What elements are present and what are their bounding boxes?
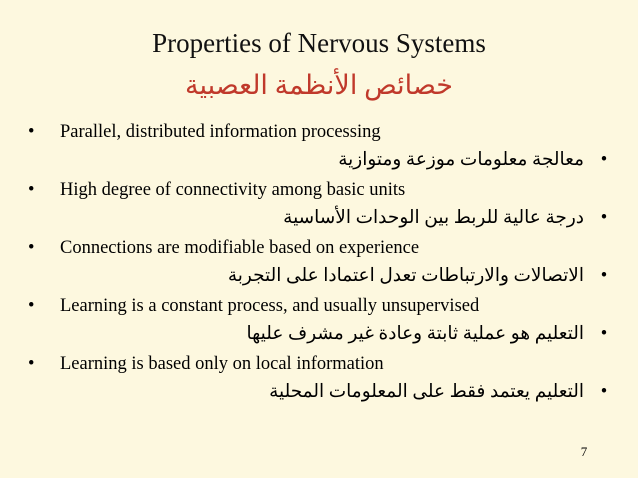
bullet-dot-icon: •: [28, 122, 35, 142]
bullet-item-3: [0, 234, 638, 292]
slide-title-arabic: خصائص الأنظمة العصبية: [184, 70, 453, 100]
bullet-arabic-line: [52, 204, 612, 232]
bullet-dot-icon: •: [600, 382, 608, 402]
bullet-arabic-line: [52, 146, 612, 174]
bullet-item-2: [0, 176, 638, 234]
bullet-english-text: High degree of connectivity among basic units: [60, 180, 406, 200]
bullet-list: [0, 118, 638, 408]
bullet-arabic-line: [52, 262, 612, 290]
bullet-dot-icon: •: [600, 208, 608, 228]
bullet-arabic-text: التعليم يعتمد فقط على المعلومات المحلية: [269, 382, 584, 402]
bullet-dot-icon: •: [600, 150, 608, 170]
bullet-arabic-text: التعليم هو عملية ثابتة وعادة غير مشرف عليها: [246, 324, 584, 344]
bullet-english-text: Connections are modifiable based on experience: [60, 238, 420, 258]
page-number: 7: [580, 444, 588, 459]
bullet-item-4: [0, 292, 638, 350]
slide-title-english: Properties of Nervous Systems: [152, 28, 486, 58]
bullet-dot-icon: •: [600, 324, 608, 344]
bullet-dot-icon: •: [28, 180, 35, 200]
bullet-arabic-line: [52, 378, 612, 406]
bullet-item-5: [0, 350, 638, 408]
bullet-arabic-text: معالجة معلومات موزعة ومتوازية: [338, 150, 584, 170]
bullet-dot-icon: •: [600, 266, 608, 286]
bullet-arabic-text: درجة عالية للربط بين الوحدات الأساسية: [283, 208, 584, 228]
bullet-dot-icon: •: [28, 296, 35, 316]
bullet-item-1: [0, 118, 638, 176]
bullet-english-text: Learning is a constant process, and usually unsupervised: [60, 296, 480, 316]
bullet-english-text: Learning is based only on local information: [60, 354, 384, 374]
bullet-english-text: Parallel, distributed information processing: [60, 122, 381, 142]
bullet-arabic-line: [52, 320, 612, 348]
bullet-dot-icon: •: [28, 354, 35, 374]
bullet-dot-icon: •: [28, 238, 35, 258]
bullet-arabic-text: الاتصالات والارتباطات تعدل اعتمادا على التجربة: [227, 266, 584, 286]
